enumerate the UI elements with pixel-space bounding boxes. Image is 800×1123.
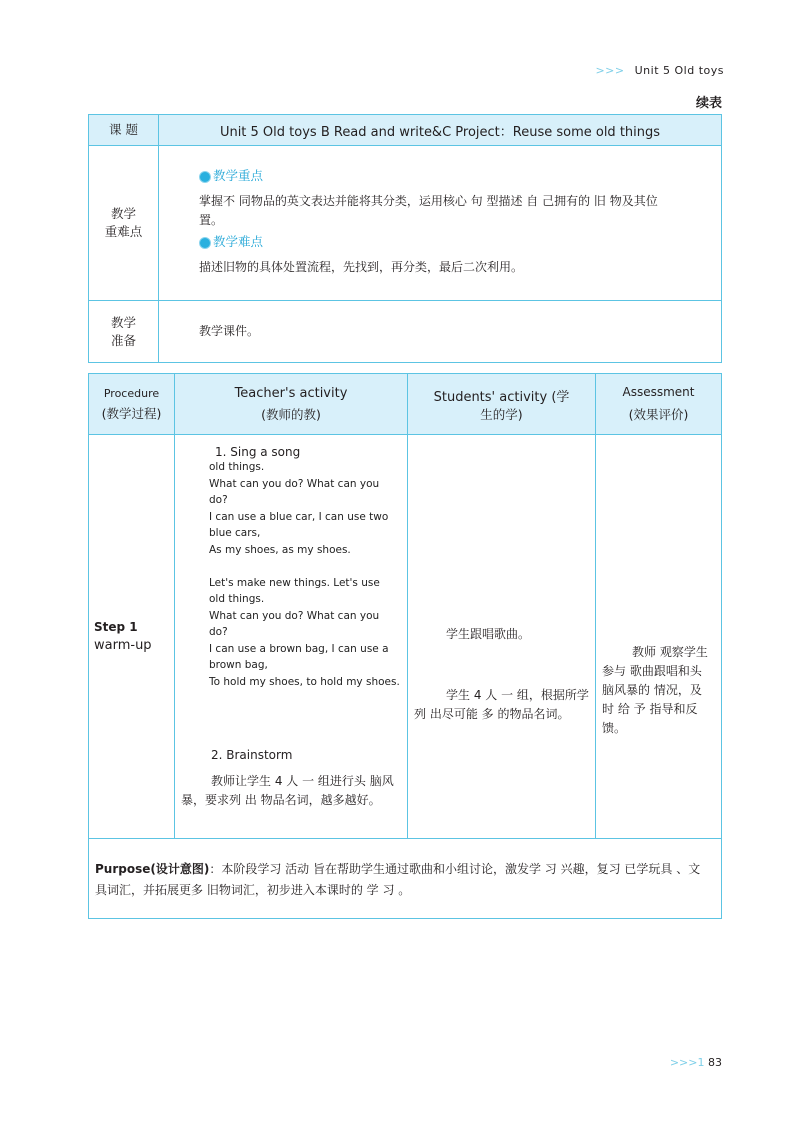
difficulty-heading <box>199 232 711 250</box>
students-en: Students' activity (学 <box>433 389 570 405</box>
song-line: I can use a brown bag, I can use a <box>209 642 389 655</box>
key-points-content <box>159 146 722 301</box>
lesson-info-table <box>88 114 722 363</box>
purpose-row <box>89 839 722 919</box>
song-line: What can you do? What can you do? <box>209 477 380 506</box>
procedure-cn: (教学过程) <box>101 405 162 421</box>
students-brainstorm-text: 学生 4 人 一 组，根据所学列 出尽可能 多 的物品名词。 <box>414 688 589 721</box>
bullet-icon <box>199 171 211 183</box>
preparation-text: 教学课件。 <box>159 301 722 363</box>
page-number: 83 <box>708 1056 722 1069</box>
teacher-en: Teacher's activity <box>234 385 348 401</box>
bullet-icon <box>199 237 211 249</box>
procedure-header-row <box>89 374 722 435</box>
focus-heading <box>199 166 711 184</box>
students-activity-cell <box>408 435 596 839</box>
topic-row <box>89 115 722 146</box>
teacher-activity-cell <box>175 435 408 839</box>
prep-label-line1: 教学 <box>110 314 136 330</box>
key-label-line2: 重难点 <box>104 224 143 239</box>
footer-arrows: >>>1 <box>669 1056 705 1069</box>
assessment-en: Assessment <box>622 385 695 399</box>
assessment-cell <box>596 435 722 839</box>
continued-label: 续表 <box>695 96 722 111</box>
purpose-text: ：本阶段学习 活动 旨在帮助学生通过歌曲和小组讨论，激发学 习 兴趣，复习 已学玩具 、文具词汇，并拓展更多 旧物词汇，初步进入本课时的 学 习 。 <box>95 862 701 897</box>
step-number: Step 1 <box>94 620 138 634</box>
purpose-label: Purpose(设计意图) <box>95 862 210 876</box>
topic-text: Unit 5 Old toys B Read and write&C Project：Reuse some old things <box>159 115 722 146</box>
procedure-table <box>88 373 722 919</box>
students-sing-text: 学生跟唱歌曲。 <box>446 627 531 641</box>
header-arrows: >>> <box>595 64 625 77</box>
students-cn: 生的学) <box>480 406 523 422</box>
song-line <box>209 558 401 575</box>
song-line: old things. <box>209 461 265 473</box>
key-points-row <box>89 146 722 301</box>
header-students <box>408 374 596 435</box>
header-assessment <box>596 374 722 435</box>
brainstorm-text: 教师让学生 4 人 一 组进行头 脑风暴，要求列 出 物品名词，越多越好。 <box>181 774 394 807</box>
brainstorm-title: 2. Brainstorm <box>211 748 293 762</box>
page-footer <box>670 1056 722 1069</box>
step-name: warm-up <box>94 638 152 653</box>
preparation-label <box>89 301 159 363</box>
focus-title: 教学重点 <box>213 168 264 183</box>
purpose-cell <box>89 839 722 919</box>
key-label-line1: 教学 <box>110 206 136 221</box>
song-line: Let's make new things. Let's use <box>209 576 380 589</box>
header-procedure <box>89 374 175 435</box>
topic-label: 课 题 <box>89 115 159 146</box>
difficulty-text: 描述旧物的具体处置流程，先找到，再分类，最后二次利用。 <box>199 260 524 274</box>
key-points-label <box>89 146 159 301</box>
assessment-cn: (效果评价) <box>628 407 689 422</box>
focus-text <box>166 192 678 230</box>
song-line: old things. <box>209 593 265 605</box>
song-line: To hold my shoes, to hold my shoes. <box>209 675 400 688</box>
song-line: I can use a blue car, I can use two <box>209 510 389 523</box>
focus-text-content: 掌握不 同物品的英文表达并能将其分类，运用核心 句 型描述 自 己拥有的 旧 物及其位置。 <box>199 194 658 227</box>
procedure-en: Procedure <box>103 386 160 400</box>
header-unit-title: Unit 5 Old toys <box>634 64 724 77</box>
prep-label-line2: 准备 <box>110 332 136 348</box>
difficulty-title: 教学难点 <box>213 234 264 249</box>
header-teacher <box>175 374 408 435</box>
song-lyrics <box>209 459 401 690</box>
song-line: blue cars, <box>209 527 261 539</box>
step1-row <box>89 435 722 839</box>
purpose-paragraph <box>95 859 711 901</box>
assessment-text: 教师 观察学生参与 歌曲跟唱和头 脑风暴的 情况，及 时 给 予 指导和反馈。 <box>602 645 708 735</box>
step-cell <box>89 435 175 839</box>
song-line: brown bag, <box>209 659 268 671</box>
sing-song-title: 1. Sing a song <box>215 445 301 459</box>
song-line: As my shoes, as my shoes. <box>209 543 351 556</box>
teacher-cn: (教师的教) <box>261 406 321 422</box>
running-header <box>595 64 724 77</box>
song-line: What can you do? What can you do? <box>209 609 380 638</box>
preparation-row <box>89 301 722 363</box>
